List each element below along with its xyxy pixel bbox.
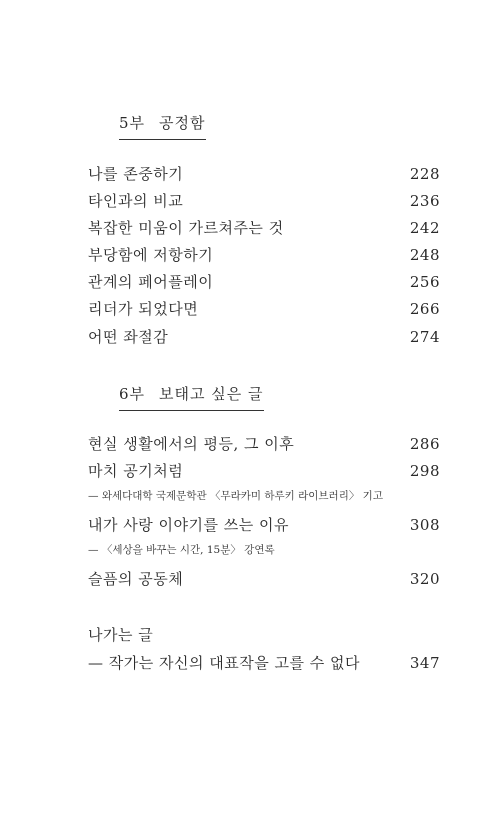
toc-entry-title: 관계의 페어플레이 xyxy=(88,273,214,291)
toc-entry[interactable] xyxy=(88,298,440,320)
toc-entry[interactable] xyxy=(88,271,440,293)
toc-entry-title: 타인과의 비교 xyxy=(88,192,184,210)
toc-entry-page: 248 xyxy=(409,246,440,264)
toc-entry-title: 리더가 되었다면 xyxy=(88,300,199,318)
toc-entry-title: 나를 존중하기 xyxy=(88,165,184,183)
part-6-number: 6부 xyxy=(119,385,146,403)
part-5-title: 공정함 xyxy=(159,114,206,132)
closing-page: 347 xyxy=(409,654,440,672)
toc-entry[interactable] xyxy=(88,163,440,185)
toc-entry[interactable] xyxy=(88,190,440,212)
toc-entry[interactable] xyxy=(88,244,440,266)
toc-entry[interactable] xyxy=(88,433,440,455)
toc-entry-title: 마치 공기처럼 xyxy=(88,462,184,480)
toc-entry-page: 236 xyxy=(409,192,440,210)
part-5-heading xyxy=(119,112,206,140)
toc-entry-page: 256 xyxy=(409,273,440,291)
toc-entry-title: 부당함에 저항하기 xyxy=(88,246,214,264)
closing-subtitle: — 작가는 자신의 대표작을 고를 수 없다 xyxy=(88,654,360,672)
toc-entry[interactable] xyxy=(88,460,440,482)
closing-title: 나가는 글 xyxy=(88,626,154,644)
toc-entry[interactable] xyxy=(88,568,440,590)
toc-entry-page: 308 xyxy=(409,516,440,534)
toc-entry-title: 내가 사랑 이야기를 쓰는 이유 xyxy=(88,516,289,534)
closing-subtitle-row[interactable] xyxy=(88,652,440,674)
toc-entry-note: — 와세다대학 국제문학관 〈무라카미 하루키 라이브러리〉 기고 xyxy=(88,490,383,502)
toc-entry-page: 274 xyxy=(409,328,440,346)
part-6-title: 보태고 싶은 글 xyxy=(159,385,264,403)
toc-entry[interactable] xyxy=(88,514,440,536)
toc-entry-page: 298 xyxy=(409,462,440,480)
toc-entry-page: 228 xyxy=(409,165,440,183)
toc-entry[interactable] xyxy=(88,326,440,348)
toc-entry-title: 현실 생활에서의 평등, 그 이후 xyxy=(88,435,295,453)
toc-entry-page: 242 xyxy=(409,219,440,237)
part-6-heading xyxy=(119,383,264,411)
toc-entry-title: 어떤 좌절감 xyxy=(88,328,169,346)
part-5-number: 5부 xyxy=(119,114,146,132)
toc-entry-title: 복잡한 미움이 가르쳐주는 것 xyxy=(88,219,284,237)
toc-entry-title: 슬픔의 공동체 xyxy=(88,570,184,588)
toc-entry-page: 320 xyxy=(409,570,440,588)
toc-entry-page: 286 xyxy=(409,435,440,453)
closing-entry[interactable] xyxy=(88,624,440,646)
toc-entry-note: — 〈세상을 바꾸는 시간, 15분〉 강연록 xyxy=(88,544,275,556)
toc-entry-page: 266 xyxy=(409,300,440,318)
toc-entry[interactable] xyxy=(88,217,440,239)
